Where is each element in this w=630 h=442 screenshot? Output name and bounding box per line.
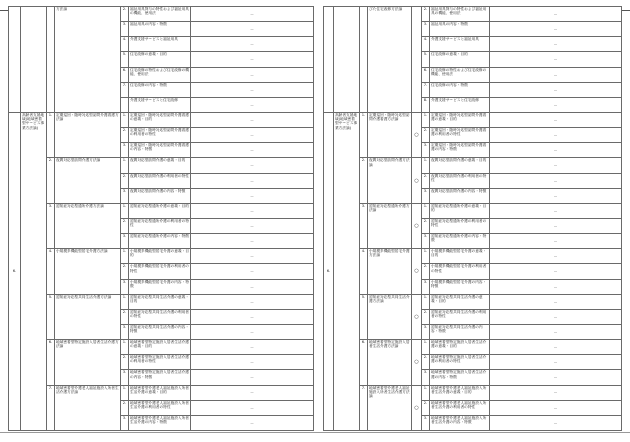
subitem-number-cell: 2. xyxy=(121,400,129,415)
subitem-number-cell: 1. xyxy=(422,249,430,264)
subitem-number-cell: 2. xyxy=(422,400,430,415)
dash-cell: ― xyxy=(191,340,314,355)
subitem-number-cell: 2. xyxy=(121,218,129,233)
subitem-text-cell: 夜間対応型訪問介護の意義・目的 xyxy=(430,158,490,173)
item-number-cell: 7. xyxy=(47,385,55,430)
subitem-text-cell: 認知症対応型共同生活介護の内容・特徴 xyxy=(430,324,490,339)
subitem-text-cell: 夜間対応型訪問介護の利用者の特性 xyxy=(129,173,191,188)
table-row xyxy=(9,340,314,355)
subitem-number-cell: 5. xyxy=(121,52,129,67)
dash-cell: ― xyxy=(191,355,314,370)
dash-cell: ― xyxy=(191,128,314,143)
item-number-cell: 6. xyxy=(47,340,55,385)
category-cell xyxy=(334,7,360,113)
item-number-cell xyxy=(47,7,55,113)
dash-cell: ― xyxy=(490,173,622,188)
dash-cell: ― xyxy=(191,97,314,112)
subitem-number-cell: 3. xyxy=(422,415,430,430)
dash-cell: ― xyxy=(490,128,622,143)
dash-cell: ― xyxy=(490,218,622,233)
dash-cell: ― xyxy=(191,415,314,430)
dash-cell: ― xyxy=(191,37,314,52)
category-cell: 高齢者支援地域(地域密着型サービス事業方法論) xyxy=(334,112,360,430)
section-number-cell xyxy=(9,7,21,113)
dash-cell: ― xyxy=(191,82,314,97)
table-row xyxy=(324,203,622,218)
subitem-number-cell: 3. xyxy=(422,234,430,249)
mark-cell: ○ xyxy=(412,158,422,203)
subitem-number-cell: 1. xyxy=(121,158,129,173)
subitem-text-cell: 定期巡回・随時対応型訪問介護看護の意義・目的 xyxy=(129,112,191,127)
subitem-number-cell: 2. xyxy=(422,7,430,22)
subitem-number-cell: 1. xyxy=(422,112,430,127)
section-number-cell: 6. xyxy=(9,112,21,430)
table-row xyxy=(324,158,622,173)
item-number-cell: 3. xyxy=(360,203,368,248)
subitem-number-cell: 3. xyxy=(422,143,430,158)
item-number-cell: 7. xyxy=(360,385,368,430)
dash-cell: ― xyxy=(191,279,314,294)
margin-mark xyxy=(0,10,8,11)
subitem-number-cell: 2. xyxy=(422,173,430,188)
subitem-number-cell: 3. xyxy=(121,143,129,158)
dash-cell: ― xyxy=(490,400,622,415)
subitem-number-cell: 3. xyxy=(422,188,430,203)
item-name-cell: 夜間対応型訪問介護方法論 xyxy=(368,158,412,203)
subitem-text-cell: 小規模多機能型居宅介護の意義・目的 xyxy=(129,249,191,264)
dash-cell: ― xyxy=(191,173,314,188)
subitem-text-cell: 住宅改修の内容・特徴 xyxy=(129,82,191,97)
subitem-number-cell: 3. xyxy=(422,324,430,339)
dash-cell: ― xyxy=(490,264,622,279)
subitem-text-cell: 定期巡回・随時対応型訪問介護看護の内容・特徴 xyxy=(430,143,490,158)
table-row xyxy=(9,203,314,218)
subitem-text-cell: 認知症対応型通所介護の利用者の特性 xyxy=(430,218,490,233)
table-row xyxy=(324,249,622,264)
item-name-cell: 定期巡回・随時対応型訪問介護看護方法論 xyxy=(55,112,121,157)
subitem-number-cell: 1. xyxy=(422,158,430,173)
dash-cell: ― xyxy=(490,340,622,355)
mark-cell: ○ xyxy=(412,385,422,430)
category-cell: 高齢者支援地域(地域密着型サービス事業方法論) xyxy=(21,112,47,430)
subitem-text-cell: 小規模多機能型居宅介護の利用者の特性 xyxy=(430,264,490,279)
subitem-text-cell: 認知症対応型共同生活介護の利用者の特性 xyxy=(430,309,490,324)
table-row xyxy=(324,340,622,355)
dash-cell: ― xyxy=(490,7,622,22)
subitem-text-cell: 小規模多機能型居宅介護の内容・特徴 xyxy=(129,279,191,294)
item-name-cell: 認知症対応型通所介護方法論 xyxy=(55,203,121,248)
subitem-number-cell: 6. xyxy=(422,67,430,82)
subitem-number-cell: 2. xyxy=(422,128,430,143)
subitem-number-cell: 1. xyxy=(121,203,129,218)
dash-cell: ― xyxy=(191,143,314,158)
dash-cell: ― xyxy=(490,97,622,112)
subitem-text-cell: 定期巡回・随時対応型訪問介護看護の内容・特徴 xyxy=(129,143,191,158)
item-number-cell: 6. xyxy=(360,340,368,385)
dash-cell: ― xyxy=(191,52,314,67)
dash-cell: ― xyxy=(490,279,622,294)
dash-cell: ― xyxy=(490,22,622,37)
subitem-text-cell: 定期巡回・随時対応型訪問介護看護の利用者の特性 xyxy=(129,128,191,143)
subitem-number-cell: 5. xyxy=(422,52,430,67)
subitem-text-cell: 福祉用具貸与の特性および福祉用具の機能、使用法 xyxy=(129,7,191,22)
subitem-number-cell: 2. xyxy=(121,173,129,188)
item-number-cell: 4. xyxy=(47,249,55,294)
dash-cell: ― xyxy=(191,218,314,233)
dash-cell: ― xyxy=(490,355,622,370)
table-row xyxy=(9,7,314,22)
subitem-number-cell: 3. xyxy=(422,370,430,385)
table-row xyxy=(9,249,314,264)
subitem-number-cell: 3. xyxy=(121,324,129,339)
item-name-cell: 地域密着型介護老人福祉施設入所者生活介護方法論 xyxy=(368,385,412,430)
dash-cell: ― xyxy=(191,7,314,22)
subitem-number-cell: 3. xyxy=(422,22,430,37)
item-name-cell: 地域密着型特定施設入居者生活介護方法論 xyxy=(368,340,412,385)
subitem-number-cell: 1. xyxy=(422,340,430,355)
subitem-number-cell: 3. xyxy=(121,22,129,37)
item-name-cell: 小規模多機能型居宅介護方法論 xyxy=(55,249,121,294)
subitem-number-cell: 2. xyxy=(121,309,129,324)
mark-cell: ○ xyxy=(412,340,422,385)
subitem-number-cell: 2. xyxy=(422,218,430,233)
subitem-text-cell: 地域密着型特定施設入居者生活介護の利用者の特性 xyxy=(430,355,490,370)
subitem-text-cell: 小規模多機能型居宅介護の利用者の特性 xyxy=(129,264,191,279)
subitem-number-cell: 1. xyxy=(121,249,129,264)
subitem-text-cell: 認知症対応型共同生活介護の利用者の特性 xyxy=(129,309,191,324)
subitem-number-cell: 4. xyxy=(121,37,129,52)
mark-cell: ○ xyxy=(412,294,422,339)
subitem-text-cell: 地域密着型特定施設入居者生活介護の内容・特徴 xyxy=(430,370,490,385)
subitem-text-cell: 地域密着型特定施設入居者生活介護の利用者の特性 xyxy=(129,355,191,370)
subitem-number-cell: 2. xyxy=(121,7,129,22)
subitem-number-cell: 1. xyxy=(121,340,129,355)
item-number-cell: 1. xyxy=(360,112,368,157)
curriculum-table-left xyxy=(8,6,314,431)
subitem-number-cell: 3. xyxy=(121,234,129,249)
dash-cell: ― xyxy=(191,67,314,82)
dash-cell: ― xyxy=(191,264,314,279)
item-number-cell: 3. xyxy=(47,203,55,248)
dash-cell: ― xyxy=(191,324,314,339)
table-row xyxy=(9,112,314,127)
subitem-number-cell: 3. xyxy=(121,188,129,203)
dash-cell: ― xyxy=(490,385,622,400)
subitem-number-cell: 4. xyxy=(422,37,430,52)
dash-cell: ― xyxy=(490,112,622,127)
subitem-number-cell: 2. xyxy=(422,355,430,370)
item-number-cell: 4. xyxy=(360,249,368,294)
curriculum-table-right xyxy=(323,6,622,431)
subitem-text-cell: 地域密着型介護老人福祉施設入所者生活介護の意義・目的 xyxy=(129,385,191,400)
item-name-cell: 方法論 xyxy=(55,7,121,113)
subitem-text-cell: 夜間対応型訪問介護の意義・目的 xyxy=(129,158,191,173)
subitem-text-cell: 認知症対応型共同生活介護の意義・目的 xyxy=(430,294,490,309)
subitem-number-cell: 8. xyxy=(422,97,430,112)
subitem-number-cell: 7. xyxy=(121,82,129,97)
dash-cell: ― xyxy=(191,112,314,127)
subitem-text-cell: 小規模多機能型居宅介護の内容・特徴 xyxy=(430,279,490,294)
dash-cell: ― xyxy=(490,67,622,82)
mark-cell xyxy=(412,7,422,113)
subitem-text-cell: 認知症対応型通所介護の利用者の特性 xyxy=(129,218,191,233)
subitem-text-cell: 地域密着型介護老人福祉施設入所者生活介護の内容・特徴 xyxy=(129,415,191,430)
dash-cell: ― xyxy=(490,294,622,309)
subitem-text-cell: 福祉用具の内容・特徴 xyxy=(430,22,490,37)
item-name-cell: 夜間対応型訪問介護方法論 xyxy=(55,158,121,203)
dash-cell: ― xyxy=(490,249,622,264)
subitem-number-cell: 2. xyxy=(422,264,430,279)
subitem-number-cell: 7. xyxy=(422,82,430,97)
dash-cell: ― xyxy=(191,158,314,173)
subitem-text-cell: 住宅改修の特性および住宅改修の機能、使用法 xyxy=(129,67,191,82)
subitem-text-cell: 地域密着型特定施設入居者生活介護の意義・目的 xyxy=(430,340,490,355)
dash-cell: ― xyxy=(191,22,314,37)
dash-cell: ― xyxy=(490,52,622,67)
dash-cell: ― xyxy=(490,143,622,158)
table-row xyxy=(324,385,622,400)
item-number-cell: 5. xyxy=(47,294,55,339)
subitem-text-cell: 認知症対応型通所介護の意義・目的 xyxy=(129,203,191,218)
dash-cell: ― xyxy=(490,82,622,97)
mark-cell: ○ xyxy=(412,249,422,294)
item-number-cell: 1. xyxy=(47,112,55,157)
category-cell xyxy=(21,7,47,113)
item-name-cell: 定期巡回・随時対応型訪問介護看護方法論 xyxy=(368,112,412,157)
subitem-number-cell: 3. xyxy=(121,279,129,294)
dash-cell: ― xyxy=(191,203,314,218)
subitem-text-cell: 小規模多機能型居宅介護の意義・目的 xyxy=(430,249,490,264)
subitem-text-cell: 福祉用具の内容・特徴 xyxy=(129,22,191,37)
dash-cell: ― xyxy=(490,309,622,324)
subitem-text-cell: 夜間対応型訪問介護の内容・特徴 xyxy=(430,188,490,203)
dash-cell: ― xyxy=(191,294,314,309)
subitem-text-cell: 夜間対応型訪問介護の内容・特徴 xyxy=(129,188,191,203)
dash-cell: ― xyxy=(490,37,622,52)
page-bottom-line xyxy=(0,432,630,433)
item-number-cell: 2. xyxy=(360,158,368,203)
subitem-number-cell: 2. xyxy=(121,264,129,279)
table-row xyxy=(9,385,314,400)
mark-cell: ○ xyxy=(412,203,422,248)
item-number-cell: 2. xyxy=(47,158,55,203)
dash-cell: ― xyxy=(191,370,314,385)
subitem-text-cell: 認知症対応型通所介護の内容・特徴 xyxy=(129,234,191,249)
subitem-text-cell: 認知症対応型共同生活介護の意義・目的 xyxy=(129,294,191,309)
subitem-number-cell xyxy=(121,97,129,112)
subitem-text-cell: 地域密着型介護老人福祉施設入所者生活介護の意義・目的 xyxy=(430,385,490,400)
dash-cell: ― xyxy=(191,309,314,324)
subitem-number-cell: 1. xyxy=(422,203,430,218)
subitem-text-cell: 福祉用具貸与の特性および福祉用具の機能、使用法 xyxy=(430,7,490,22)
section-number-cell xyxy=(324,7,334,113)
table-row xyxy=(9,158,314,173)
item-name-cell: 地域密着型介護老人福祉施設入所者生活介護方法論 xyxy=(55,385,121,430)
item-number-cell xyxy=(360,7,368,113)
subitem-text-cell: 認知症対応型通所介護の内容・特徴 xyxy=(430,234,490,249)
dash-cell: ― xyxy=(490,203,622,218)
item-name-cell: 地域密着型特定施設入居者生活介護方法論 xyxy=(55,340,121,385)
item-number-cell: 5. xyxy=(360,294,368,339)
subitem-text-cell: 介護支援サービスと住宅改修 xyxy=(129,97,191,112)
subitem-text-cell: 認知症対応型通所介護の意義・目的 xyxy=(430,203,490,218)
subitem-text-cell: 認知症対応型共同生活介護の内容・特徴 xyxy=(129,324,191,339)
item-name-cell: 認知症対応型共同生活介護方法論 xyxy=(368,294,412,339)
subitem-text-cell: 夜間対応型訪問介護の利用者の特性 xyxy=(430,173,490,188)
subitem-text-cell: 定期巡回・随時対応型訪問介護看護の利用者の特性 xyxy=(430,128,490,143)
dash-cell: ― xyxy=(191,188,314,203)
subitem-text-cell: 介護支援サービスと住宅改修 xyxy=(430,97,490,112)
subitem-text-cell: 介護支援サービスと福祉用具 xyxy=(430,37,490,52)
subitem-number-cell: 2. xyxy=(121,355,129,370)
item-name-cell: びた住宅改修方法論 xyxy=(368,7,412,113)
table-row xyxy=(9,294,314,309)
margin-mark xyxy=(622,10,630,11)
item-name-cell: 小規模多機能型居宅介護方法論 xyxy=(368,249,412,294)
subitem-number-cell: 1. xyxy=(422,385,430,400)
dash-cell: ― xyxy=(490,234,622,249)
table-row xyxy=(324,294,622,309)
subitem-text-cell: 地域密着型介護老人福祉施設入所者生活介護の利用者の特性 xyxy=(430,400,490,415)
subitem-number-cell: 3. xyxy=(121,415,129,430)
subitem-number-cell: 2. xyxy=(422,309,430,324)
item-name-cell: 認知症対応型通所介護方法論 xyxy=(368,203,412,248)
dash-cell: ― xyxy=(191,385,314,400)
section-number-cell: 6. xyxy=(324,112,334,430)
table-row xyxy=(324,7,622,22)
dash-cell: ― xyxy=(490,158,622,173)
subitem-text-cell: 地域密着型介護老人福祉施設入所者生活介護の内容・特徴 xyxy=(430,415,490,430)
mark-cell: ○ xyxy=(412,112,422,157)
subitem-text-cell: 地域密着型特定施設入居者生活介護の内容・特徴 xyxy=(129,370,191,385)
subitem-number-cell: 6. xyxy=(121,67,129,82)
dash-cell: ― xyxy=(490,324,622,339)
subitem-number-cell: 1. xyxy=(121,294,129,309)
subitem-number-cell: 1. xyxy=(422,294,430,309)
subitem-text-cell: 住宅改修の意義・目的 xyxy=(129,52,191,67)
table-row xyxy=(324,112,622,127)
dash-cell: ― xyxy=(490,370,622,385)
subitem-number-cell: 3. xyxy=(422,279,430,294)
dash-cell: ― xyxy=(490,415,622,430)
item-name-cell: 認知症対応型共同生活介護方法論 xyxy=(55,294,121,339)
subitem-number-cell: 3. xyxy=(121,370,129,385)
subitem-text-cell: 介護支援サービスと福祉用具 xyxy=(129,37,191,52)
dash-cell: ― xyxy=(191,249,314,264)
dash-cell: ― xyxy=(490,188,622,203)
dash-cell: ― xyxy=(191,234,314,249)
subitem-text-cell: 地域密着型特定施設入居者生活介護の意義・目的 xyxy=(129,340,191,355)
subitem-text-cell: 定期巡回・随時対応型訪問介護看護の意義・目的 xyxy=(430,112,490,127)
dash-cell: ― xyxy=(191,400,314,415)
subitem-number-cell: 1. xyxy=(121,112,129,127)
subitem-number-cell: 2. xyxy=(121,128,129,143)
subitem-text-cell: 住宅改修の意義・目的 xyxy=(430,52,490,67)
subitem-number-cell: 1. xyxy=(121,385,129,400)
subitem-text-cell: 地域密着型介護老人福祉施設入所者生活介護の利用者の特性 xyxy=(129,400,191,415)
subitem-text-cell: 住宅改修の内容・特徴 xyxy=(430,82,490,97)
subitem-text-cell: 住宅改修の特性および住宅改修の機能、使用法 xyxy=(430,67,490,82)
